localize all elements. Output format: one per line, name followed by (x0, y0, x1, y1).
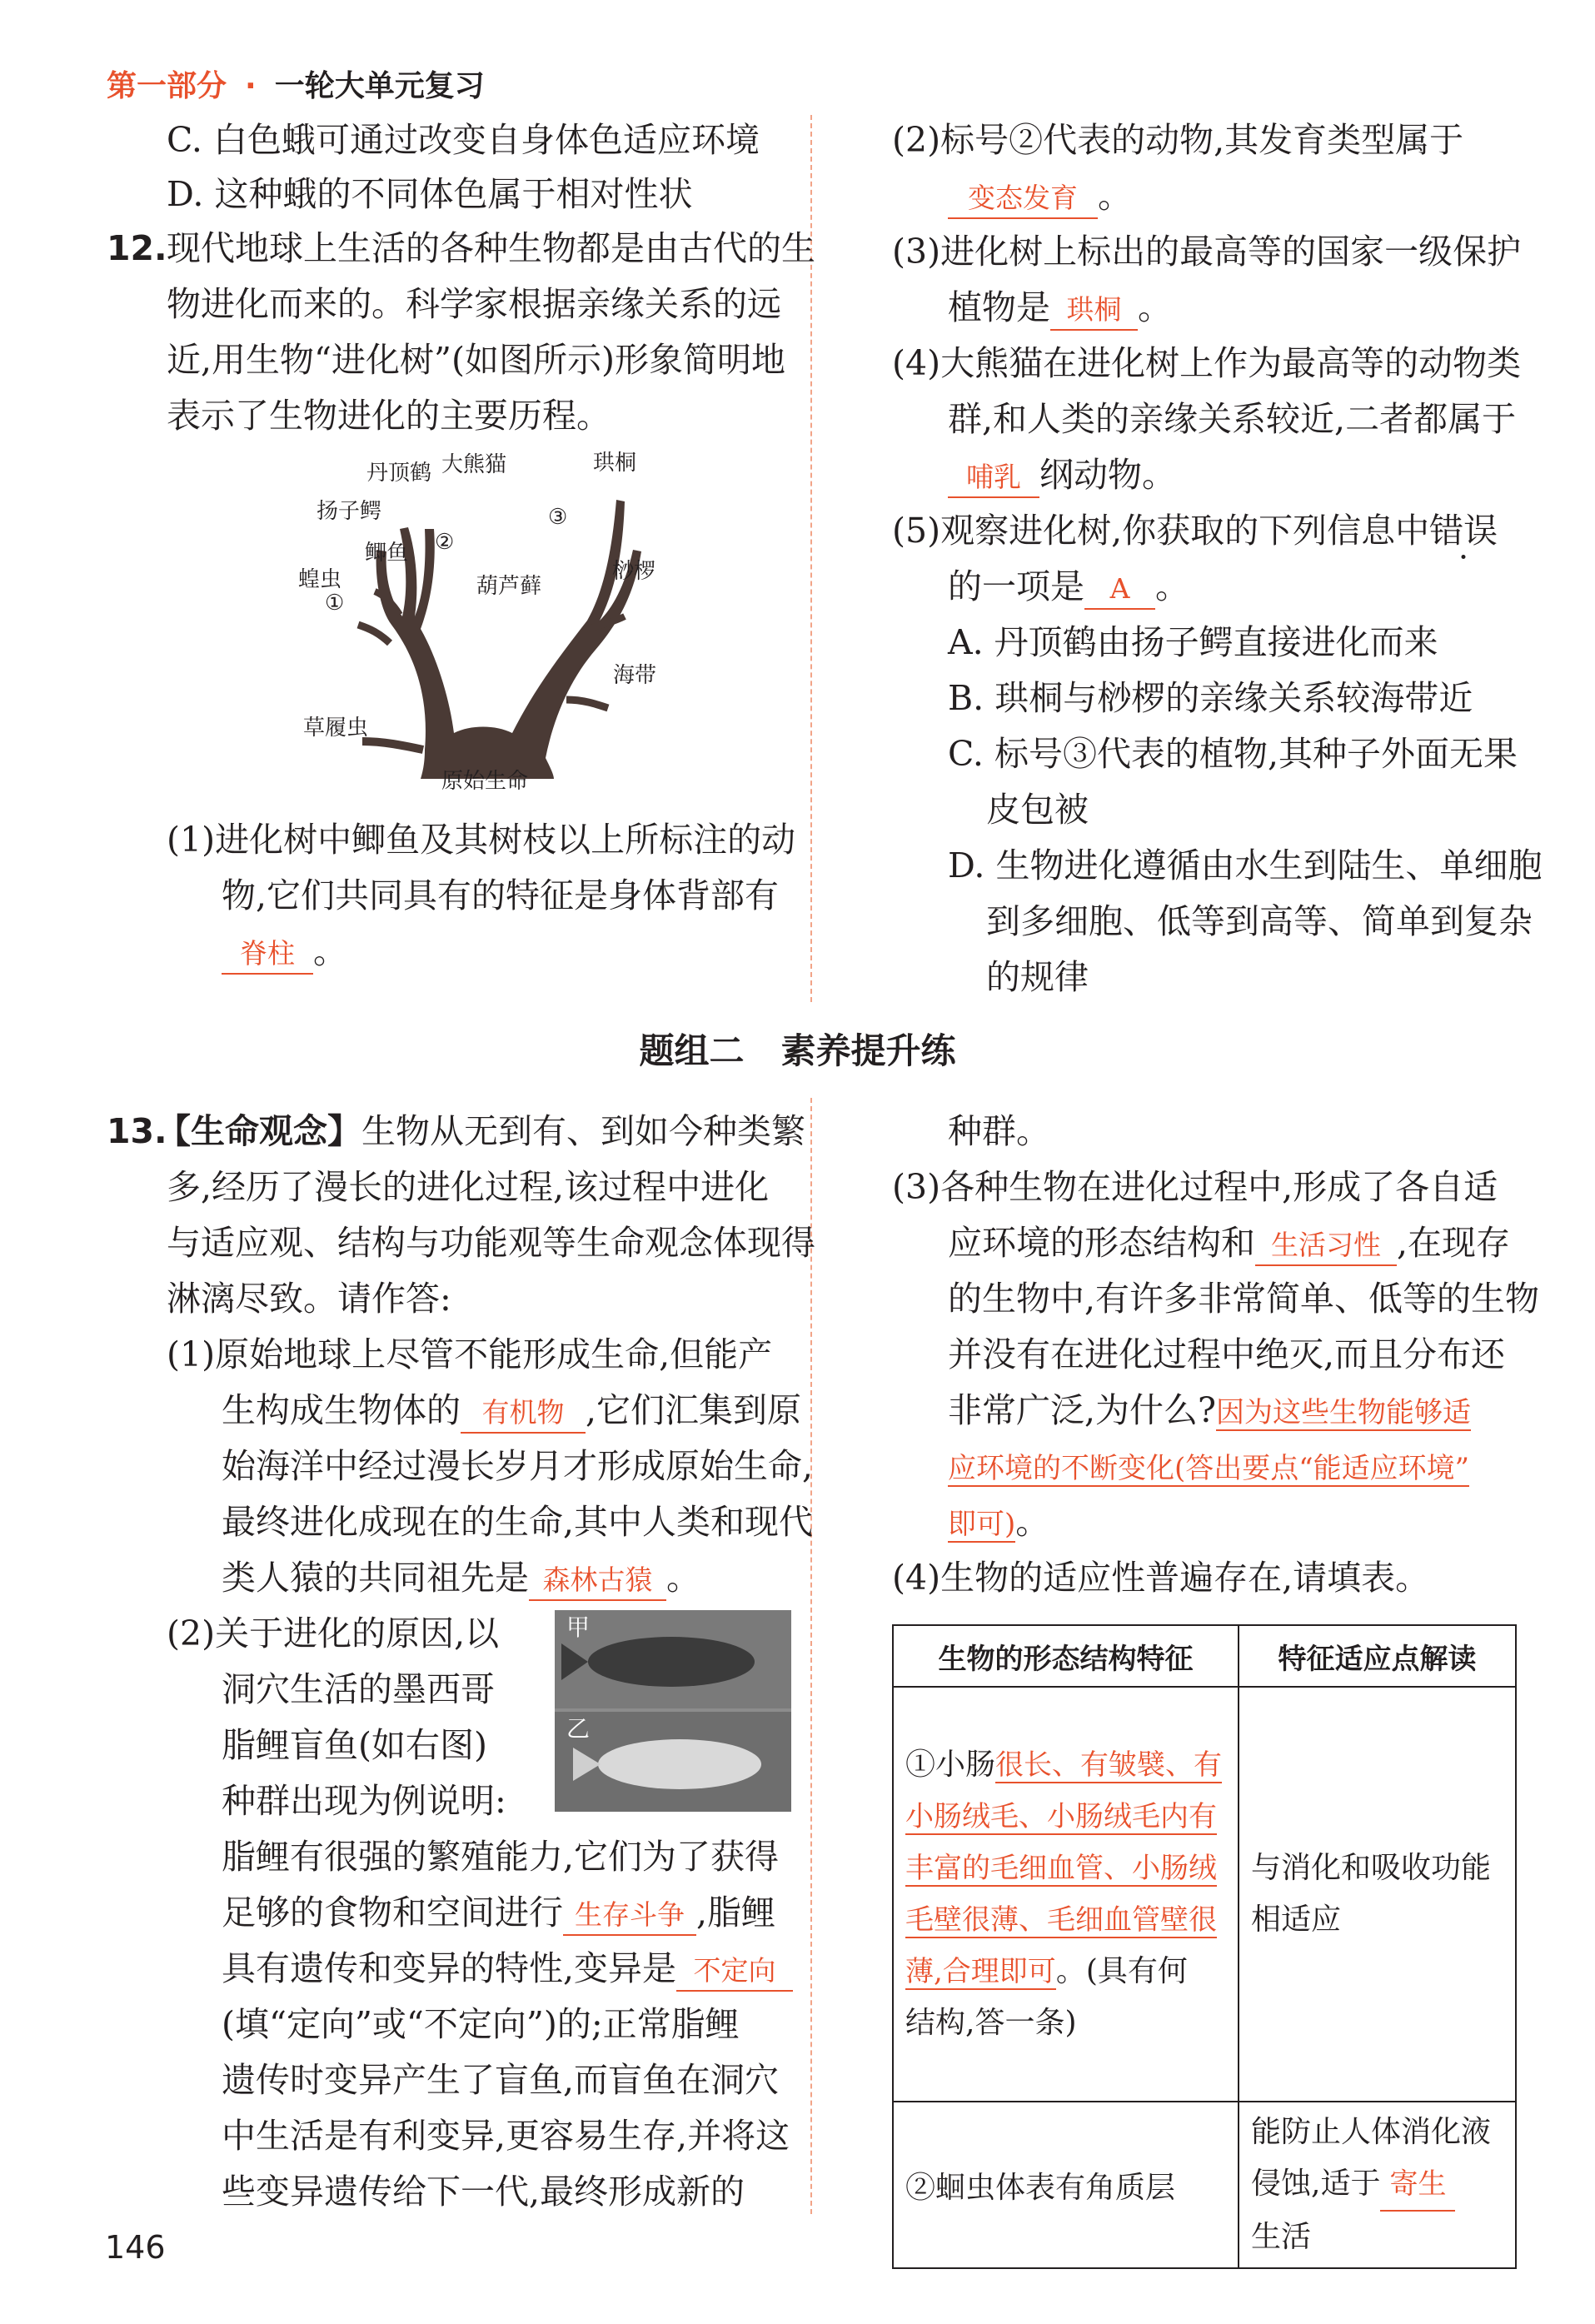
page-number: 146 (105, 2229, 166, 2266)
section-title: 题组二 素养提升练 (639, 1030, 956, 1071)
tree-label-mark-1: ① (325, 591, 345, 616)
table-cell: 能防止人体消化液 侵蚀,适于 寄生 生活 (1239, 2102, 1516, 2268)
q13-p3-line: 并没有在进化过程中绝灭,而且分布还 (948, 1334, 1506, 1374)
q13-p3-line: 即可)。 (948, 1502, 1050, 1542)
q12-p4-line: 群,和人类的亲缘关系较近,二者都属于 (948, 399, 1517, 439)
emphasis-text: 错误 (1429, 511, 1498, 551)
table-header: 生物的形态结构特征 (893, 1625, 1239, 1687)
q12-p5-answer-line: 的一项是 A 。 (948, 559, 1189, 614)
q13-stem-line: 多,经历了漫长的进化过程,该过程中进化 (167, 1167, 770, 1207)
q13-p2-line: 洞穴生活的墨西哥 (222, 1669, 495, 1709)
q12-p4-line: (4)大熊猫在进化树上作为最高等的动物类 (892, 343, 1522, 383)
q13-p4-title: (4)生物的适应性普遍存在,请填表。 (892, 1558, 1430, 1598)
table-cell: ②蛔虫体表有角质层 (893, 2102, 1239, 2268)
q12-stem-line: 物进化而来的。科学家根据亲缘关系的远 (167, 284, 781, 324)
blind-fish-photo (555, 1610, 791, 1812)
evolution-tree-figure (283, 450, 683, 808)
adaptation-table (892, 1624, 1517, 2269)
q11-option-d: D. 这种蛾的不同体色属于相对性状 (167, 174, 693, 214)
answer-text: 因为这些生物能够适 (1216, 1396, 1472, 1429)
answer-blank: 森林古猿 (529, 1561, 666, 1601)
q13-p3-line: 应环境的形态结构和 生活习性 ,在现存 (948, 1215, 1510, 1270)
q12-p5-line: (5)观察进化树,你获取的下列信息中错误 (892, 511, 1498, 551)
q13-p1-line: 类人猿的共同祖先是 森林古猿 。 (222, 1550, 700, 1605)
q13-p2-line: 中生活是有利变异,更容易生存,并将这 (222, 2116, 790, 2156)
q12-stem-line: 近,用生物“进化树”(如图所示)形象简明地 (167, 340, 785, 380)
tree-branch-left (358, 625, 390, 643)
q12-option-b: B. 珙桐与桫椤的亲缘关系较海带近 (948, 678, 1473, 718)
answer-text: 小肠绒毛、小肠绒毛内有 (905, 1800, 1217, 1833)
answer-blank: 珙桐 (1050, 291, 1138, 331)
tree-label-mark-3: ③ (548, 505, 568, 530)
answer-blank: 寄生 (1380, 2158, 1455, 2212)
answer-text: 毛壁很薄、毛细血管壁很 (905, 1903, 1217, 1937)
tree-trunk (376, 500, 641, 779)
q13-stem-line: 淋漓尽致。请作答: (167, 1279, 451, 1319)
header-dot: · (245, 69, 257, 103)
q13-p2-line: 脂鲤有很强的繁殖能力,它们为了获得 (222, 1837, 780, 1877)
q13-p2-line: 足够的食物和空间进行 生存斗争 ,脂鲤 (222, 1885, 775, 1940)
answer-text: 很长、有皱襞、有 (995, 1748, 1223, 1782)
tree-branch-right-lower (566, 700, 608, 708)
q13-p3-line: 的生物中,有许多非常简单、低等的生物 (948, 1279, 1540, 1319)
normal-fish-icon (588, 1637, 755, 1687)
q13-p2-line: (2)关于进化的原因,以 (167, 1613, 500, 1653)
q13-p3-line: (3)各种生物在进化过程中,形成了各自适 (892, 1167, 1498, 1207)
table-cell: 与消化和吸收功能 相适应 (1239, 1687, 1516, 2102)
answer-blank: 脊柱 (222, 935, 313, 975)
q12-stem-line: 现代地球上生活的各种生物都是由古代的生 (167, 228, 815, 268)
q12-p3-answer-line: 植物是 珙桐 。 (948, 280, 1172, 335)
answer-text: 即可) (948, 1508, 1016, 1541)
answer-blank: 哺乳 (948, 458, 1039, 498)
tree-label-alligator: 扬子鳄 (317, 499, 382, 524)
q13-p2-line: 种群。 (948, 1111, 1050, 1151)
q12-p2-answer-line: 变态发育 。 (948, 168, 1132, 223)
q12-p1-line: 物,它们共同具有的特征是身体背部有 (222, 875, 780, 915)
answer-blank: 生存斗争 (563, 1896, 696, 1936)
q13-p1-line: (1)原始地球上尽管不能形成生命,但能产 (167, 1334, 773, 1374)
q12-stem-line: 表示了生物进化的主要历程。 (167, 396, 611, 436)
q13-p3-line (948, 1439, 1469, 1494)
answer-blank: 有机物 (461, 1394, 586, 1434)
header-part: 第一部分 (107, 69, 227, 103)
answer-text: 薄,合理即可 (905, 1955, 1056, 1988)
q13-p2-line: 种群出现为例说明: (222, 1781, 506, 1821)
q12-option-d-cont: 到多细胞、低等到高等、简单到复杂 (986, 901, 1533, 941)
tree-label-giant-panda: 大熊猫 (441, 452, 507, 477)
tree-label-mark-2: ② (435, 530, 455, 555)
tree-branch-base (362, 741, 423, 750)
blind-fish-icon (598, 1739, 761, 1789)
photo-label-yi: 乙 (566, 1715, 591, 1743)
q11-option-c: C. 白色蛾可通过改变自身体色适应环境 (167, 120, 760, 160)
answer-text: 应环境的不断变化(答出要点“能适应环境” (948, 1452, 1470, 1485)
table-header: 特征适应点解读 (1239, 1625, 1516, 1687)
q13-p1-line: 始海洋中经过漫长岁月才形成原始生命, (222, 1446, 814, 1486)
q13-stem-line: 与适应观、结构与功能观等生命观念体现得 (167, 1223, 815, 1263)
q13-tag: 【生命观念】 (157, 1111, 361, 1151)
q13-number: 13. (107, 1111, 167, 1151)
q12-p2-line: (2)标号②代表的动物,其发育类型属于 (892, 120, 1464, 160)
tree-label-kelp: 海带 (613, 663, 657, 688)
tree-label-paramecium: 草履虫 (303, 716, 369, 741)
q13-p1-line: 最终进化成现在的生命,其中人类和现代 (222, 1502, 814, 1542)
q13-p2-line: 遗传时变异产生了盲鱼,而盲鱼在洞穴 (222, 2060, 780, 2100)
q12-p3-line: (3)进化树上标出的最高等的国家一级保护 (892, 232, 1522, 272)
answer-blank: 变态发育 (948, 179, 1098, 219)
q13-stem-line: 【生命观念】生物从无到有、到如今种类繁 (157, 1111, 805, 1151)
tree-label-primitive-life: 原始生命 (441, 769, 529, 794)
q13-p2-line: 具有遗传和变异的特性,变异是 不定向 (222, 1941, 793, 1996)
q12-option-d-cont: 的规律 (986, 957, 1089, 997)
running-header (107, 65, 485, 108)
q12-p1-line: (1)进化树中鲫鱼及其树枝以上所标注的动 (167, 820, 796, 860)
q12-option-a: A. 丹顶鹤由扬子鳄直接进化而来 (948, 622, 1438, 662)
q12-option-c: C. 标号③代表的植物,其种子外面无果 (948, 734, 1518, 774)
tree-label-red-crowned-crane: 丹顶鹤 (366, 461, 432, 486)
tree-label-locust: 蝗虫 (298, 567, 342, 592)
q13-p1-line: 生构成生物体的 有机物 ,它们汇集到原 (222, 1383, 801, 1438)
tree-label-dove-tree: 珙桐 (593, 451, 637, 476)
q13-p2-line: 些变异遗传给下一代,最终形成新的 (222, 2172, 745, 2212)
q12-option-c-cont: 皮包被 (986, 790, 1089, 830)
q13-p3-line: 非常广泛,为什么?因为这些生物能够适 (948, 1390, 1472, 1430)
header-title: 一轮大单元复习 (274, 69, 485, 103)
q12-p1-answer-line: 脊柱 。 (222, 924, 347, 979)
answer-blank: 不定向 (676, 1952, 793, 1992)
fish-photo-graphic (555, 1610, 791, 1812)
q13-p2-line: (填“定向”或“不定向”)的;正常脂鲤 (222, 2004, 740, 2044)
photo-label-jia: 甲 (566, 1613, 591, 1641)
q12-p4-answer-line: 哺乳 纲动物。 (948, 447, 1176, 502)
tree-label-moss: 葫芦藓 (476, 574, 542, 599)
answer-blank: 生活习性 (1255, 1226, 1397, 1266)
q12-option-d: D. 生物进化遵循由水生到陆生、单细胞 (948, 845, 1543, 885)
answer-blank: A (1084, 570, 1155, 610)
tree-label-crucian-carp: 鲫鱼 (365, 541, 409, 566)
answer-text: 丰富的毛细血管、小肠绒 (905, 1852, 1217, 1885)
tree-label-tree-fern: 桫椤 (612, 559, 656, 584)
table-cell: ①小肠很长、有皱襞、有 小肠绒毛、小肠绒毛内有 丰富的毛细血管、小肠绒 毛壁很薄、毛细血管壁很 薄,合理即可。(具有何 结构,答一条) (893, 1687, 1239, 2102)
q13-p2-line: 脂鲤盲鱼(如右图) (222, 1725, 487, 1765)
q12-number: 12. (107, 228, 167, 268)
